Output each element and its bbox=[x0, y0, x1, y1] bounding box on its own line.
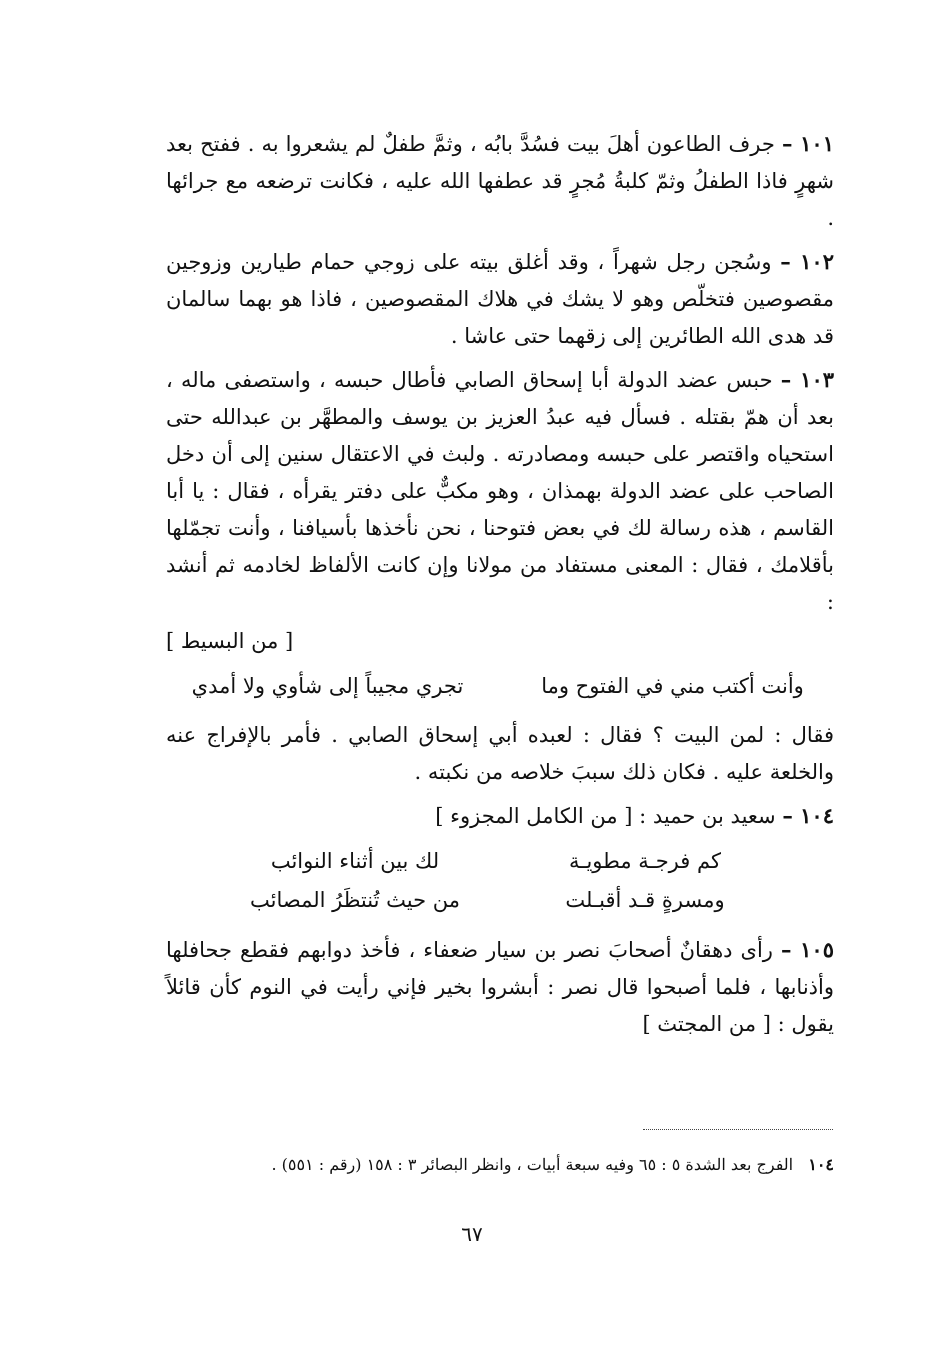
paragraph-102 bbox=[166, 243, 834, 355]
verse-first-hemistich: كم فرجـة مطويـة bbox=[569, 849, 721, 873]
verse-second-hemistich: تجري مجيباً إلى شأوي ولا أمدي bbox=[191, 674, 464, 698]
meter-label: [ من المجتث ] bbox=[642, 1012, 771, 1036]
paragraph-103 bbox=[166, 361, 834, 660]
verse-first-hemistich: ومسرةٍ قـد أقبـلت bbox=[565, 888, 725, 912]
paragraph-text: رأى دهقانٌ أصحابَ نصر بن سيار ضعفاء ، فأخذ دوابهم فقطع جحافلها وأذنابها ، فلما أصبحوا قال نصر : أبشروا بخير فإني رأيت في النوم كأن قائلاً يقول : bbox=[166, 938, 834, 1036]
item-number: ١٠٥ – bbox=[780, 937, 834, 962]
item-number: ١٠٣ – bbox=[780, 367, 835, 392]
verse-line bbox=[166, 843, 834, 880]
paragraph-text: وسُجن رجل شهراً ، وقد أغلق بيته على زوجي حمام طيارين وزوجين مقصوصين فتخلّص وهو لا يشك في هلاك المقصوصين ، فاذا هو بهما سالمان قد هدى الله الطائرين إلى زقهما حتى عاشا . bbox=[166, 250, 834, 348]
paragraph-101 bbox=[166, 125, 834, 237]
footnote bbox=[166, 1152, 834, 1178]
verse-second-hemistich: لك بين أثناء النوائب bbox=[270, 849, 440, 873]
paragraph-text: سعيد بن حميد : [ من الكامل المجزوء ] bbox=[435, 804, 776, 828]
poem-104 bbox=[166, 843, 834, 919]
item-number: ١٠١ – bbox=[781, 131, 834, 156]
footnote-divider bbox=[643, 1129, 833, 1130]
footnote-number: ١٠٤ bbox=[808, 1155, 834, 1174]
verse-first-hemistich: وأنت أكتب مني في الفتوح وما bbox=[541, 674, 804, 698]
verse-line bbox=[166, 668, 834, 705]
page-body bbox=[166, 125, 834, 1049]
paragraph-104 bbox=[166, 797, 834, 835]
paragraph-text: جرف الطاعون أهلَ بيت فسُدَّ بابُه ، وثمَّ طفلٌ لم يشعروا به . ففتح بعد شهرٍ فاذا الطفلُ وثمّ كلبةُ مُجرٍ قد عطفها الله عليه ، فكانت ترضعه مع جرائها . bbox=[166, 132, 835, 230]
paragraph-text: حبس عضد الدولة أبا إسحاق الصابي فأطال حبسه ، واستصفى ماله ، بعد أن همّ بقتله . فسأل فيه عبدُ العزيز بن يوسف والمطهَّر بن عبدالله حتى استحياه واقتصر على حبسه ومصادرته . ولبث في الاعتقال سنين إلى أن دخل الصاحب على عضد الدولة بهمذان ، وهو مكبٌّ على دفتر يقرأه ، فقال : يا أبا القاسم ، هذه رسالة لك في بعض فتوحنا ، نحن نأخذها بأسيافنا ، وأنت تجمّلها بأقلامك ، فقال : المعنى مستفاد من مولانا وإن كانت الألفاظ لخادمه ثم أنشد : bbox=[166, 368, 834, 614]
footnote-text: الفرج بعد الشدة ٥ : ٦٥ وفيه سبعة أبيات ، وانظر البصائر ٣ : ١٥٨ (رقم : ٥٥١) . bbox=[271, 1155, 794, 1174]
verse-second-hemistich: من حيث تُنتظَرُ المصائب bbox=[250, 888, 460, 912]
page-number: ٦٧ bbox=[461, 1222, 483, 1246]
verse-line bbox=[166, 882, 834, 919]
item-number: ١٠٤ – bbox=[782, 803, 834, 828]
item-number: ١٠٢ – bbox=[780, 249, 834, 274]
paragraph-after-verse: فقال : لمن البيت ؟ فقال : لعبده أبي إسحاق الصابي . فأمر بالإفراج عنه والخلعة عليه . فكان ذلك سببَ خلاصه من نكبته . bbox=[166, 723, 834, 784]
paragraph-105 bbox=[166, 931, 834, 1043]
meter-label: [ من البسيط ] bbox=[166, 629, 294, 653]
